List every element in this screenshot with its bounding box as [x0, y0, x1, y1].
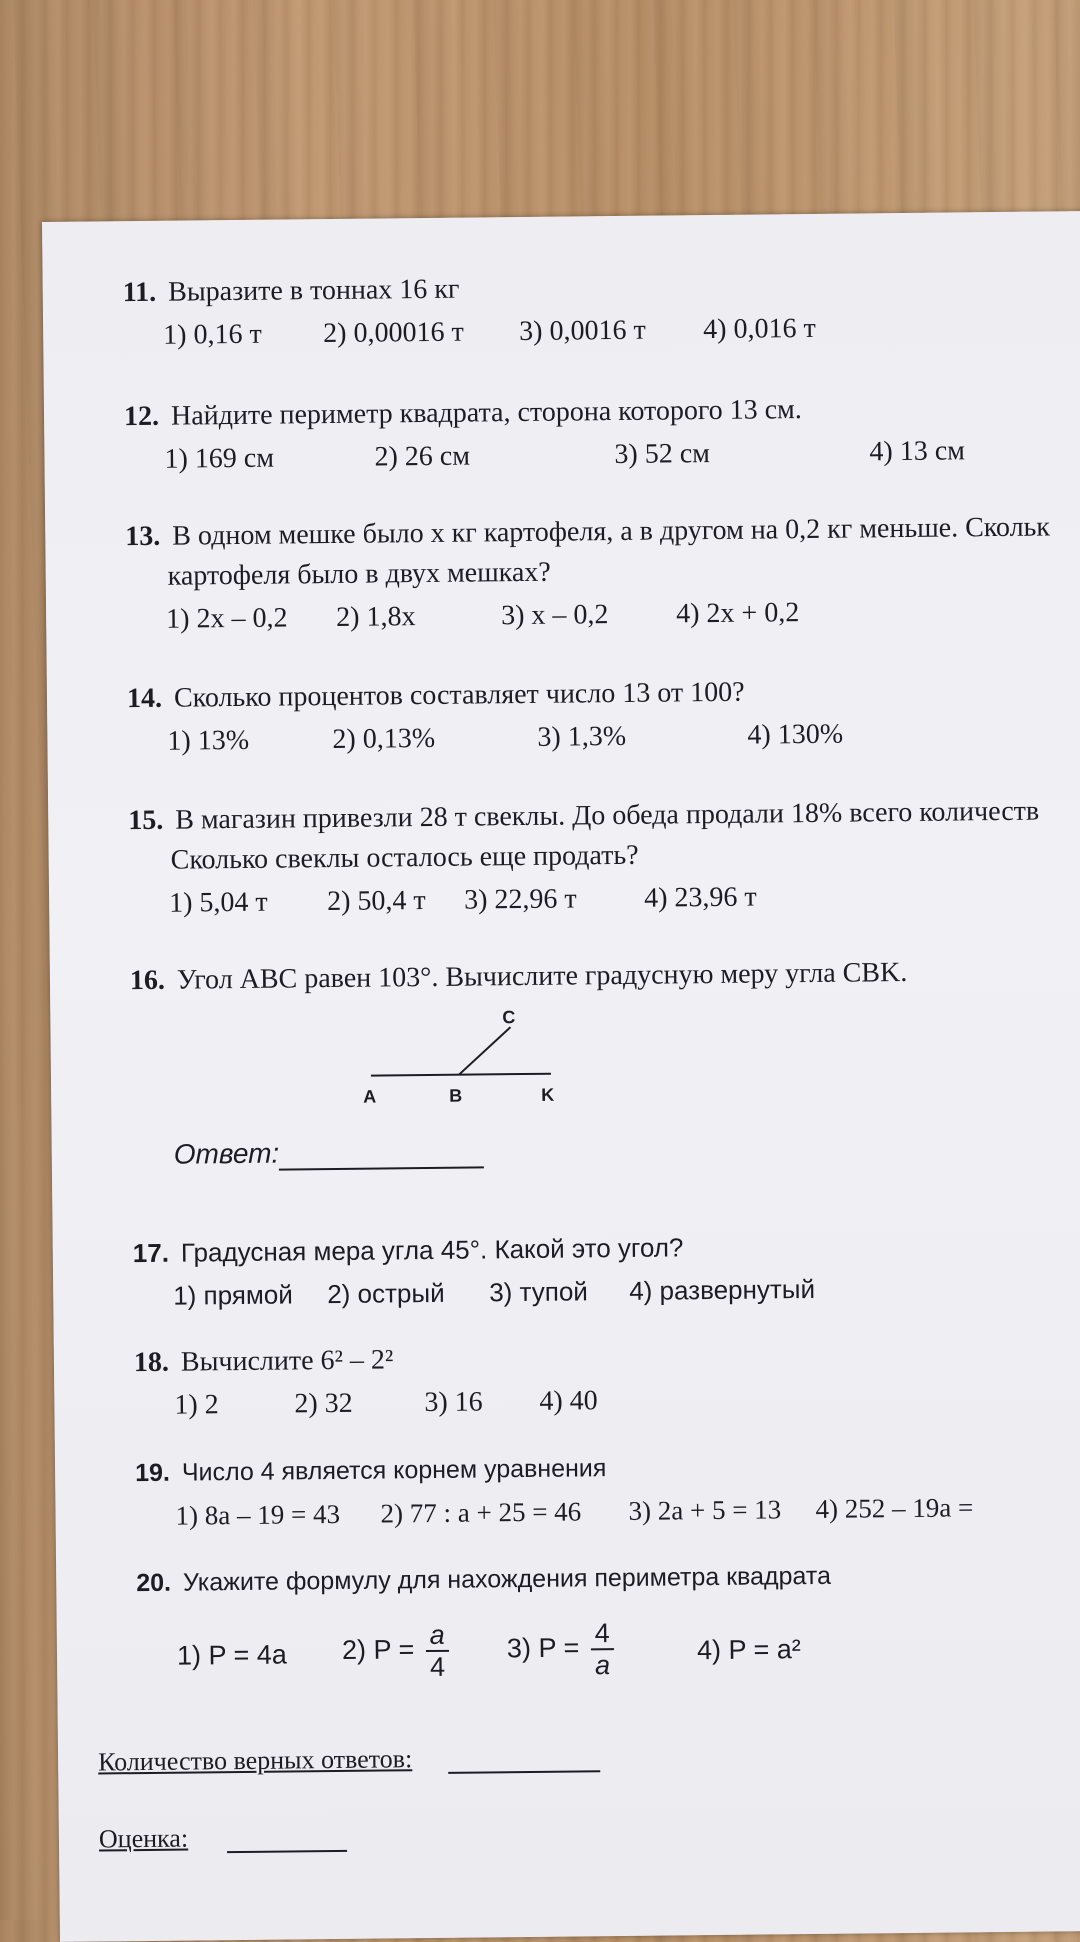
question-20	[136, 1556, 831, 1603]
option-3: 3) тупой	[489, 1276, 588, 1308]
label-b: B	[449, 1085, 463, 1106]
option-4: 4) 130%	[747, 718, 844, 751]
question-text: Градусная мера угла 45°. Какой это угол?	[180, 1232, 684, 1268]
question-18	[134, 1335, 955, 1430]
option-1: 1) 8a – 19 = 43	[175, 1498, 341, 1531]
question-number: 16.	[129, 964, 166, 997]
answer-label: Ответ:	[173, 1137, 280, 1170]
option-1: 1) 5,04 т	[168, 886, 268, 919]
option-2: 2) 77 : a + 25 = 46	[380, 1496, 582, 1529]
angle-diagram	[350, 1005, 671, 1118]
question-number: 11.	[122, 276, 157, 309]
question-16	[130, 953, 908, 1001]
option-4: 4) 40	[539, 1385, 598, 1417]
option-4: 4) 0,016 т	[703, 312, 816, 346]
denominator: a	[594, 1650, 611, 1681]
option-1: 1) P = 4a	[176, 1639, 288, 1671]
fraction	[425, 1620, 449, 1682]
option-3: 3) 2a + 5 = 13	[628, 1494, 782, 1526]
option-4: 4) P = a²	[696, 1634, 801, 1666]
option-1: 1) 13%	[167, 724, 250, 757]
question-text-line-2: картофеля было в двух мешках?	[167, 556, 551, 592]
question-19	[135, 1443, 1080, 1539]
option-3: 3) x – 0,2	[500, 599, 609, 632]
grade-blank[interactable]	[227, 1850, 347, 1853]
option-3: 3) 16	[424, 1386, 483, 1419]
option-3-prefix: 3) P =	[506, 1632, 580, 1664]
question-text: Выразите в тоннах 16 кг	[168, 273, 460, 308]
question-text: Сколько процентов составляет число 13 от 100?	[173, 676, 745, 714]
question-number: 18.	[133, 1346, 170, 1379]
question-number: 13.	[125, 520, 161, 553]
answer-blank[interactable]	[279, 1140, 484, 1170]
question-number: 17.	[132, 1237, 170, 1269]
question-15	[128, 792, 1040, 928]
fraction	[590, 1618, 614, 1680]
option-2	[342, 1620, 454, 1683]
option-2: 2) 0,13%	[332, 722, 436, 755]
option-3: 3) 22,96 т	[463, 883, 577, 916]
correct-count-label: Количество верных ответов:	[97, 1744, 413, 1777]
question-text-line-1: В одном мешке было x кг картофеля, а в другом на 0,2 кг меньше. Скольк	[172, 511, 1051, 552]
label-k: K	[541, 1084, 555, 1105]
option-4: 4) развернутый	[629, 1273, 816, 1306]
option-3: 3) 1,3%	[537, 720, 627, 753]
question-text: Угол ABC равен 103°. Вычислите градусную меру угла CBK.	[176, 956, 908, 996]
option-2-prefix: 2) P =	[341, 1634, 415, 1666]
option-4: 4) 13 см	[869, 435, 966, 468]
option-1: 1) 169 см	[164, 442, 275, 475]
option-1: 1) 0,16 т	[163, 318, 262, 351]
numerator: a	[425, 1620, 448, 1652]
option-2: 2) 32	[294, 1387, 353, 1420]
question-20-options	[137, 1615, 938, 1703]
option-4: 4) 252 – 19a =	[815, 1492, 974, 1524]
question-number: 20.	[136, 1568, 172, 1598]
option-3	[507, 1618, 619, 1681]
numerator: 4	[590, 1618, 613, 1650]
question-text-line-1: В магазин привезли 28 т свеклы. До обеда продали 18% всего количеств	[175, 795, 1040, 836]
question-17	[133, 1225, 954, 1320]
label-a: A	[363, 1086, 377, 1107]
question-text: Число 4 является корнем уравнения	[181, 1454, 607, 1487]
option-2: 2) 0,00016 т	[323, 316, 464, 350]
question-text: Найдите периметр квадрата, сторона которого 13 см.	[170, 394, 802, 432]
question-number: 15.	[128, 804, 164, 837]
option-2: 2) 1,8x	[335, 601, 416, 633]
question-number: 19.	[134, 1458, 171, 1488]
question-14	[127, 671, 948, 766]
question-13	[125, 507, 1051, 643]
grade-label: Оценка:	[98, 1823, 189, 1854]
option-2: 2) острый	[327, 1277, 445, 1310]
question-number: 12.	[123, 400, 160, 433]
option-1: 1) прямой	[173, 1279, 293, 1311]
correct-count-blank[interactable]	[448, 1770, 600, 1774]
option-4: 4) 23,96 т	[643, 881, 757, 914]
question-text-line-2: Сколько свеклы осталось еще продать?	[170, 839, 639, 876]
question-text: Укажите формулу для нахождения периметра квадрата	[182, 1561, 832, 1597]
question-12	[124, 388, 1025, 483]
option-3: 3) 52 см	[614, 438, 711, 471]
option-1: 1) 2x – 0,2	[166, 602, 288, 635]
question-11	[123, 265, 944, 360]
option-3: 3) 0,0016 т	[519, 314, 646, 348]
question-number: 14.	[126, 682, 163, 715]
answer-row	[174, 1135, 485, 1171]
option-2: 2) 26 см	[374, 440, 471, 473]
label-c: C	[502, 1007, 516, 1028]
denominator: 4	[429, 1651, 446, 1683]
question-text: Вычислите 6² – 2²	[180, 1344, 394, 1378]
ray-bc	[458, 1027, 510, 1075]
option-1: 1) 2	[174, 1389, 219, 1421]
option-4: 4) 2x + 0,2	[675, 597, 800, 630]
option-2: 2) 50,4 т	[326, 885, 426, 918]
test-sheet	[42, 211, 1080, 1942]
